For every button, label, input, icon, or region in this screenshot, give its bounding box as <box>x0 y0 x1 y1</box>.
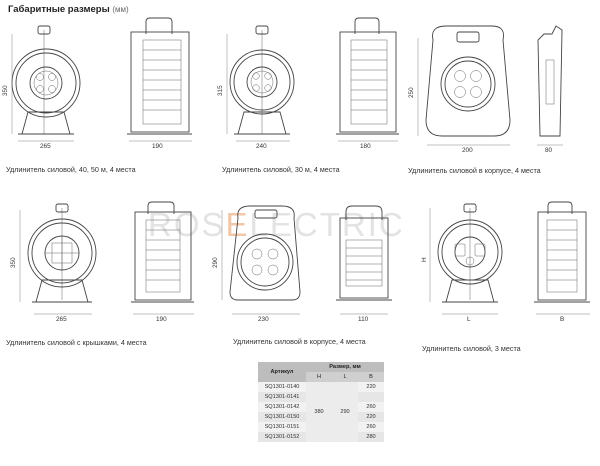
drawing-1-caption: Удлинитель силовой, 40, 50 м, 4 места <box>6 165 136 174</box>
drawing-2-side-view <box>336 18 399 141</box>
table-cell-b: 260 <box>358 402 384 412</box>
drawing-4-caption: Удлинитель силовой с крышками, 4 места <box>6 338 147 347</box>
table-row <box>258 382 384 392</box>
drawing-2-depth-label: 180 <box>360 143 371 150</box>
drawing-1-height-label: 350 <box>2 85 9 96</box>
drawing-4-depth-label: 190 <box>156 316 167 323</box>
table-header-article: Артикул <box>258 362 306 382</box>
drawing-4-side-view <box>131 202 194 314</box>
table-cell-l-merged: 290 <box>332 382 358 442</box>
drawing-6-caption: Удлинитель силовой, 3 места <box>422 344 521 353</box>
drawing-6-height-label: H <box>421 257 428 262</box>
drawing-6-width-label: L <box>467 316 471 323</box>
drawing-2-front-view <box>227 26 294 141</box>
drawing-4-width-label: 265 <box>56 316 67 323</box>
title-text: Габаритные размеры <box>8 4 110 15</box>
watermark-left: ROS <box>148 206 226 243</box>
drawing-4-front-view <box>20 204 96 314</box>
table-cell-b: 260 <box>358 422 384 432</box>
drawing-1-side-view <box>127 18 192 141</box>
drawing-4-height-label: 350 <box>10 257 17 268</box>
drawing-6-side-view <box>534 202 590 314</box>
drawing-3-side-view <box>537 26 563 145</box>
drawing-6-depth-label: B <box>560 316 565 323</box>
drawing-5-front-view <box>222 206 300 314</box>
table-cell-article: SQ1301-0140 <box>258 382 306 392</box>
drawing-5-depth-label: 110 <box>358 316 369 323</box>
dimensions-table <box>258 362 384 442</box>
table-cell-b: 220 <box>358 382 384 392</box>
drawing-1-width-label: 265 <box>40 143 51 150</box>
drawing-6-front-view <box>430 204 502 314</box>
table-cell-b: 280 <box>358 432 384 442</box>
drawing-2-height-label: 315 <box>217 85 224 96</box>
table-header-h: H <box>306 372 332 382</box>
watermark-right: LECTRIC <box>249 206 405 243</box>
drawing-1-depth-label: 190 <box>152 143 163 150</box>
table-header-b: B <box>358 372 384 382</box>
table-cell-b <box>358 392 384 402</box>
table-header-size: Размер, мм <box>306 362 384 372</box>
title-unit: (мм) <box>112 5 129 14</box>
drawing-2-caption: Удлинитель силовой, 30 м, 4 места <box>222 165 340 174</box>
drawing-5-height-label: 290 <box>212 257 219 268</box>
drawing-1-front-view <box>12 26 80 141</box>
drawing-5-width-label: 230 <box>258 316 269 323</box>
table-header-l: L <box>332 372 358 382</box>
table-cell-article: SQ1301-0152 <box>258 432 306 442</box>
table-cell-article: SQ1301-0141 <box>258 392 306 402</box>
drawing-2-width-label: 240 <box>256 143 267 150</box>
watermark-middle: E <box>225 206 250 243</box>
drawing-3-front-view <box>418 26 510 145</box>
drawing-3-caption: Удлинитель силовой в корпусе, 4 места <box>408 166 541 175</box>
drawing-3-width-label: 200 <box>462 147 473 154</box>
table-cell-article: SQ1301-0151 <box>258 422 306 432</box>
drawing-3-depth-label: 80 <box>545 147 553 154</box>
table-cell-article: SQ1301-0142 <box>258 402 306 412</box>
table-cell-b: 220 <box>358 412 384 422</box>
table-cell-h-merged: 380 <box>306 382 332 442</box>
drawing-5-caption: Удлинитель силовой в корпусе, 4 места <box>233 337 366 346</box>
drawing-3-height-label: 250 <box>408 87 415 98</box>
table-cell-article: SQ1301-0150 <box>258 412 306 422</box>
drawing-5-side-view <box>336 206 392 314</box>
